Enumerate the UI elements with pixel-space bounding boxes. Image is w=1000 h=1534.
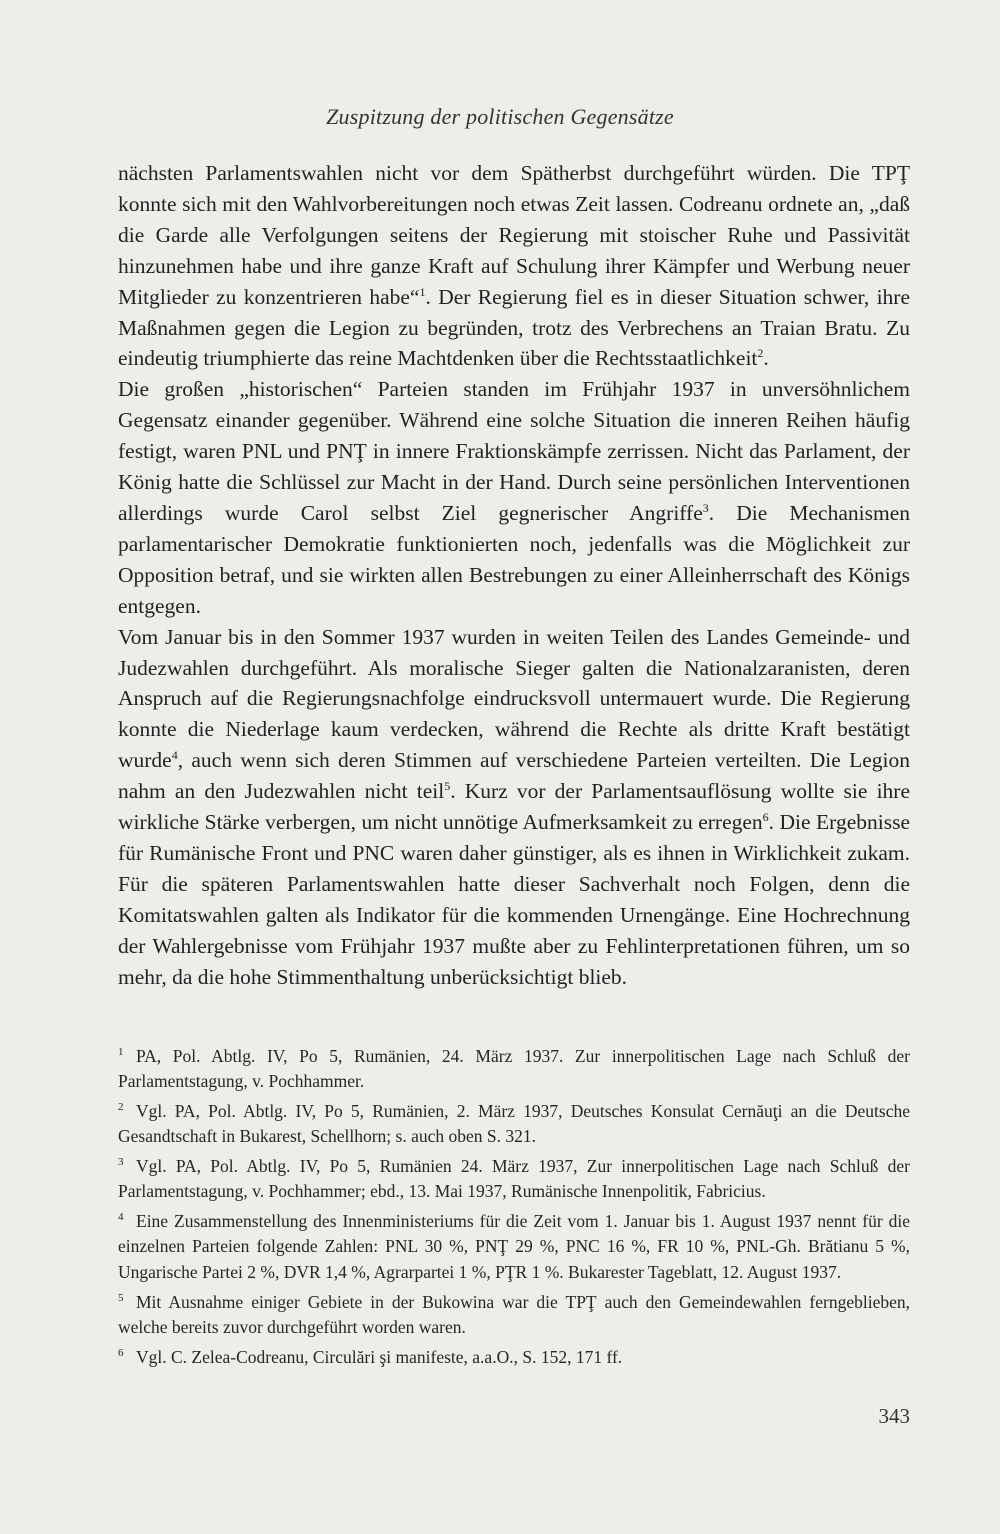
footnote-number: 2 [118, 1101, 124, 1114]
footnote-number: 1 [118, 1046, 124, 1058]
text-run: . Der Regierung fiel es in dieser Situation schwer, ihre Maßnahmen gegen die Legion zu begründen, trotz des Verbrechens an Traian Bratu. Zu eindeutig triumphierte das reine Machtdenken über die Rechtsstaatlichkeit [118, 284, 910, 371]
footnote-reference: 5 [444, 778, 451, 793]
footnote-reference: 6 [762, 809, 769, 824]
footnote [118, 1205, 910, 1286]
text-run: . Die Ergebnisse für Rumänische Front und PNC waren daher günstiger, als es ihnen in Wirklichkeit zukam. Für die späteren Parlamentswahlen hatte dieser Sachverhalt noch Folgen, denn die Komitatswahlen galten als Indikator für die kommenden Urnengänge. Eine Hochrechnung der Wahlergebnisse vom Frühjahr 1937 mußte aber zu Fehlinterpretationen führen, um so mehr, da die hohe Stimmenthaltung unberücksichtigt blieb. [118, 810, 910, 989]
paragraph [118, 158, 910, 374]
footnote-number: 5 [118, 1291, 124, 1304]
footnote-reference: 3 [702, 500, 709, 515]
page-number: 343 [878, 1404, 910, 1428]
text-run: nächsten Parlamentswahlen nicht vor dem Spätherbst durchgeführt würden. Die TPŢ konnte sich mit den Wahlvorbereitungen noch etwas Zeit lassen. Codreanu ordnete an, „daß die Garde alle Verfolgungen seitens der Regierung mit stoischer Ruhe und Passivität hinzunehmen habe und ihre ganze Kraft auf Schulung ihrer Kämpfer und Werbung neuer Mitglieder zu konzentrieren habe“ [118, 161, 910, 309]
footnote [118, 1095, 910, 1150]
footnote-reference: 1 [419, 284, 426, 299]
running-head: Zuspitzung der politischen Gegensätze [326, 104, 674, 129]
footnote [118, 1341, 910, 1370]
footnote-text: Vgl. PA, Pol. Abtlg. IV, Po 5, Rumänien 24. März 1937, Zur innerpolitischen Lage nach Schluß der Parlamentstagung, v. Pochhammer; ebd., 13. Mai 1937, Rumänische Innenpolitik, Fabricius. [118, 1155, 910, 1202]
footnote [118, 1286, 910, 1341]
paragraph [118, 622, 910, 993]
footnote-text: Vgl. PA, Pol. Abtlg. IV, Po 5, Rumänien, 2. März 1937, Deutsches Konsulat Cernăuţi an die Deutsche Gesandtschaft in Bukarest, Schellhorn; s. auch oben S. 321. [118, 1100, 910, 1147]
text-run: Vom Januar bis in den Sommer 1937 wurden in weiten Teilen des Landes Gemeinde- und Judezwahlen durchgeführt. Als moralische Sieger galten die Nationalzaranisten, deren Anspruch auf die Regierungsnachfolge eindrucksvoll untermauert wurde. Die Regierung konnte die Niederlage kaum verdecken, während die Rechte als dritte Kraft bestätigt wurde [118, 624, 910, 773]
paragraph [118, 374, 910, 621]
text-run: Die großen „historischen“ Parteien standen im Frühjahr 1937 in unversöhnlichem Gegensatz einander gegenüber. Während eine solche Situation die inneren Reihen häufig festigt, waren PNL und PNŢ in innere Fraktionskämpfe zerrissen. Nicht das Parlament, der König hatte die Schlüssel zur Macht in der Hand. Durch seine persönlichen Interventionen allerdings wurde Carol selbst Ziel gegnerischer Angriffe [118, 377, 910, 525]
text-run: , auch wenn sich deren Stimmen auf verschiedene Parteien verteilten. Die Legion nahm an den Judezwahlen nicht teil [118, 748, 910, 804]
text-run: . Die Mechanismen parlamentarischer Demokratie funktionierten noch, jedenfalls was die Möglichkeit zur Opposition betraf, und sie wirkten allen Bestrebungen zu einer Alleinherrschaft des Königs entgegen. [118, 500, 910, 618]
body-text [118, 158, 910, 992]
footnote-text: Eine Zusammenstellung des Innenministeriums für die Zeit vom 1. Januar bis 1. August 1937 nennt für die einzelnen Parteien folgende Zahlen: PNL 30 %, PNŢ 29 %, PNC 16 %, FR 10 %, PNL-Gh. Brătianu 5 %, Ungarische Partei 2 %, DVR 1,4 %, Agrarpartei 1 %, PŢR 1 %. Bukarester Tageblatt, 12. August 1937. [118, 1210, 910, 1283]
footnote [118, 1150, 910, 1205]
footnote-reference: 4 [171, 748, 178, 763]
text-run: . [763, 346, 769, 371]
footnotes [118, 1040, 910, 1370]
footnote-reference: 2 [757, 346, 764, 361]
footnote-number: 4 [118, 1211, 124, 1224]
footnote-text: Mit Ausnahme einiger Gebiete in der Bukowina war die TPŢ auch den Gemeindewahlen ferngeblieben, welche bereits zuvor durchgeführt worden waren. [118, 1291, 910, 1338]
footnote [118, 1040, 910, 1095]
text-run: . Kurz vor der Parlamentsauflösung wollte sie ihre wirkliche Stärke verbergen, um nicht unnötige Aufmerksamkeit zu erregen [118, 779, 911, 835]
footnote-text: PA, Pol. Abtlg. IV, Po 5, Rumänien, 24. März 1937. Zur innerpolitischen Lage nach Schluß der Parlamentstagung, v. Pochhammer. [118, 1045, 910, 1092]
footnote-text: Vgl. C. Zelea-Codreanu, Circulări şi manifeste, a.a.O., S. 152, 171 ff. [136, 1346, 623, 1367]
footnote-number: 3 [118, 1156, 124, 1169]
footnote-number: 6 [118, 1346, 124, 1359]
